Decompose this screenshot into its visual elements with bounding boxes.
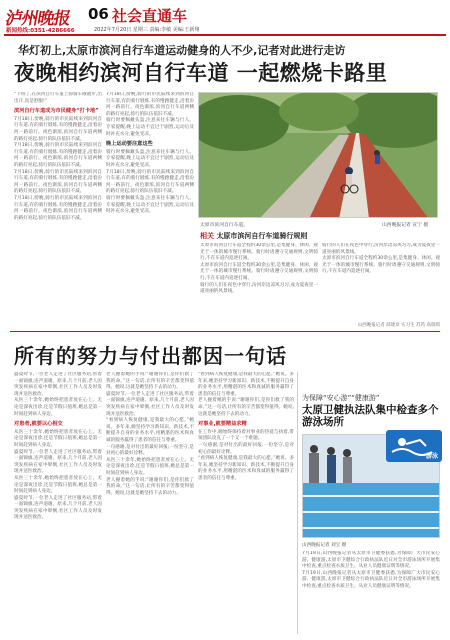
second-body-3c: 在工作中,她始终保持着对事业的热爱与执着,带领团队攻克了一个又一个难题。 [198,429,294,442]
sidebar-body-2: 7月19日,山西晚报记者从太原市卫健委获悉,为保障广大市民安心游、健康游,太原市卫健综合行政执法队近日对全市游泳场所开展集中检查,重点检查水质卫生、从业人员健康证明等情况。 [302,570,440,589]
lead-body-4: 骑行的人们在夜色中穿行,汾河岸边凉风习习,成为夏夜里一道亮丽的风景线。 [322,243,440,255]
lead-headline: 夜晚相约滨河自行车道 一起燃烧卡路里 [14,61,388,85]
lead-body-1b: 7月18日,傍晚,骑行的市民陆续来到滨河自行车道,有的骑行锻炼,有的慢跑健走,沿着汾河一路前行。夜色渐浓,滨河自行车道两侧的路灯亮起,骑行的队伍依旧不减。 [14,143,102,168]
dateline: 2022年7月20日 星期三 责编:李敏 美编:王新翔 [94,27,200,33]
sidebar-divider [297,372,298,634]
second-body-1b: 从医三十余年,她始终把患者放在心上。无论是深夜出诊,还是节假日值班,她总是第一时间赶到病人身边。 [14,398,102,417]
related-title: 太原市滨河自行车道骑行规则 [216,232,308,240]
sidebar-title: 太原卫健执法队集中检查多个游泳场所 [302,404,439,428]
second-body-3: “看到病人恢复健康,是我最大的心愿。”她说。多年来,她坚持学习新知识、新技术,不断提升自身的业务水平,用精湛的医术和真诚的服务赢得了患者的信任与尊重。 [198,372,294,397]
second-column-3 [198,372,294,632]
second-subhead-1: 对患者,就要以心相交 [14,421,63,428]
second-column-1 [14,372,102,632]
bike-lane-illustration [199,93,438,218]
lead-body-1: 7月18日,傍晚,骑行的市民陆续来到滨河自行车道,有的骑行锻炼,有的慢跑健走,沿着汾河一路前行。夜色渐浓,滨河自行车道两侧的路灯亮起,骑行的队伍依旧不减。 [14,116,102,142]
lead-body-1d: 7月18日,傍晚,骑行的市民陆续来到滨河自行车道,有的骑行锻炼,有的慢跑健走,沿着汾河一路前行。夜色渐浓,滨河自行车道两侧的路灯亮起,骑行的队伍依旧不减。 [14,195,102,221]
second-body-2e: 从医三十余年,她始终把患者放在心上。无论是深夜出诊,还是节假日值班,她总是第一时间赶到病人身边。 [106,457,194,476]
bike-lane-photo [198,92,438,218]
page-number: 06 [88,5,109,23]
second-body-1: 盛夏时节,一位老人走进了社区服务站,带着一面锦旗,连声道谢。原来,几个月前,老人因突发疾病在家中晕倒,社区工作人员及时发现并送医救治。 [14,372,102,397]
lead-subhead-1: 滨河自行车道成为市民健身“打卡地” [14,108,99,115]
second-body-3e: “看到病人恢复健康,是我最大的心愿。”她说。多年来,她坚持学习新知识、新技术,不断提升自身的业务水平,用精湛的医术和真诚的服务赢得了患者的信任与尊重。 [198,456,294,481]
second-headline: 所有的努力与付出都因一句话 [14,344,287,368]
newspaper-logo: 泸州晚报 [3,9,72,29]
masthead-rule [4,34,446,36]
section-title: 社会直通车 [112,7,188,25]
second-column-2 [106,372,194,632]
lead-byline: 山西晚报记者 薛建章 实习生 苏芮 高瑞琪 [357,323,440,328]
lead-body-3b: 太原市滨河自行车道全程约30余公里,是集健身、休闲、观光于一体的城市慢行系统。骑行时请遵守交通规则,文明骑行,不在车道内追逐打闹。 [200,262,318,281]
lead-column-2 [106,92,194,320]
lead-body-2: 7月18日,傍晚,骑行的市民陆续来到滨河自行车道,有的骑行锻炼,有的慢跑健走,沿着汾河一路前行。夜色渐浓,滨河自行车道两侧的路灯亮起,骑行的队伍依旧不减。 [106,92,194,117]
second-subhead-2: 对事业,就要精益求精 [198,421,247,428]
lead-body-2c: 骑行时要佩戴头盔,注意来往车辆与行人。专家提醒,晚上运动不宜过于剧烈,运动后及时补充水分,避免受凉。 [106,149,194,168]
sidebar-body-1: 7月19日,山西晚报记者从太原市卫健委获悉,为保障广大市民安心游、健康游,太原市卫健综合行政执法队近日对全市游泳场所开展集中检查,重点检查水质卫生、从业人员健康证明等情况。 [302,551,440,570]
bike-lane-photo-credit: 山西晚报记者 宣宁 摄 [382,223,429,228]
related-caption [200,231,307,241]
swimming-sign-label: 游泳 [425,453,438,460]
sidebar-body [302,551,440,633]
lead-intro: “下班了,在滨河自行车道上骑骑车散散步,出出汗,真是舒服!” [14,92,102,104]
lead-body-3c: 骑行的人们在夜色中穿行,汾河岸边凉风习习,成为夏夜里一道亮丽的风景线。 [200,282,318,295]
section-divider [10,331,440,332]
lead-body-2e: 骑行时要佩戴头盔,注意来往车辆与行人。专家提醒,晚上运动不宜过于剧烈,运动后及时补充水分,避免受凉。 [106,195,194,215]
second-body-2: 老人握着她的手说:“谢谢你们,是你们救了我的命。”这一句话,让所有的辛苦都变得值得。她说,这就是她坚持下去的动力。 [106,372,194,391]
sidebar-photo-caption: 山西晚报记者 刘宝 摄 [302,543,347,548]
lead-column-3 [200,243,318,320]
related-tag: 相关 [200,232,214,240]
lead-body-2b: 骑行时要佩戴头盔,注意来往车辆与行人。专家提醒,晚上运动不宜过于剧烈,运动后及时补充水分,避免受凉。 [106,118,194,137]
lead-body-2d: 7月18日,傍晚,骑行的市民陆续来到滨河自行车道,有的骑行锻炼,有的慢跑健走,沿着汾河一路前行。夜色渐浓,滨河自行车道两侧的路灯亮起,骑行的队伍依旧不减。 [106,169,194,195]
second-body-2b: 盛夏时节,一位老人走进了社区服务站,带着一面锦旗,连声道谢。原来,几个月前,老人因突发疾病在家中晕倒,社区工作人员及时发现并送医救治。 [106,391,194,417]
lead-column-1 [14,92,102,320]
lead-body-3: 太原市滨河自行车道全程约30余公里,是集健身、休闲、观光于一体的城市慢行系统。骑行时请遵守交通规则,文明骑行,不在车道内追逐打闹。 [200,243,318,262]
lead-column-4 [322,243,440,320]
second-body-1f: 盛夏时节,一位老人走进了社区服务站,带着一面锦旗,连声道谢。原来,几个月前,老人因突发疾病在家中晕倒,社区工作人员及时发现并送医救治。 [14,495,102,521]
second-body-2f: 老人握着她的手说:“谢谢你们,是你们救了我的命。”这一句话,让所有的辛苦都变得值得。她说,这就是她坚持下去的动力。 [106,477,194,496]
lead-kicker: 华灯初上,太原市滨河自行车道运动健身的人不少,记者对此进行走访 [18,44,346,57]
second-body-1d: 盛夏时节,一位老人走进了社区服务站,带着一面锦旗,连声道谢。原来,几个月前,老人因突发疾病在家中晕倒,社区工作人员及时发现并送医救治。 [14,449,102,475]
second-body-3d: 一句感谢,是对付出的最好回报;一份坚守,是对初心的最好诠释。 [198,442,294,455]
lead-body-4b: 太原市滨河自行车道全程约30余公里,是集健身、休闲、观光于一体的城市慢行系统。骑行时请遵守交通规则,文明骑行,不在车道内追逐打闹。 [322,256,440,275]
second-body-2d: 一句感谢,是对付出的最好回报;一份坚守,是对初心的最好诠释。 [106,444,194,457]
sidebar-pre-title: 为保障“安心游”“健康游” [302,394,380,402]
lead-body-1c: 7月18日,傍晚,骑行的市民陆续来到滨河自行车道,有的骑行锻炼,有的慢跑健走,沿着汾河一路前行。夜色渐浓,滨河自行车道两侧的路灯亮起,骑行的队伍依旧不减。 [14,169,102,195]
second-body-1c: 从医三十余年,她始终把患者放在心上。无论是深夜出诊,还是节假日值班,她总是第一时间赶到病人身边。 [14,429,102,448]
lead-subhead-2: 晚上运动要注意这些 [106,141,153,148]
second-body-3b: 老人握着她的手说:“谢谢你们,是你们救了我的命。”这一句话,让所有的辛苦都变得值得。她说,这就是她坚持下去的动力。 [198,398,294,417]
news-hotline: 新闻热线:0351-4286666 [6,28,75,34]
second-body-2c: “看到病人恢复健康,是我最大的心愿。”她说。多年来,她坚持学习新知识、新技术,不断提升自身的业务水平,用精湛的医术和真诚的服务赢得了患者的信任与尊重。 [106,418,194,443]
bike-lane-photo-caption: 太原市滨河自行车道。 [200,223,248,228]
second-body-1e: 从医三十余年,她始终把患者放在心上。无论是深夜出诊,还是节假日值班,她总是第一时间赶到病人身边。 [14,475,102,495]
swimming-sign [386,430,442,462]
